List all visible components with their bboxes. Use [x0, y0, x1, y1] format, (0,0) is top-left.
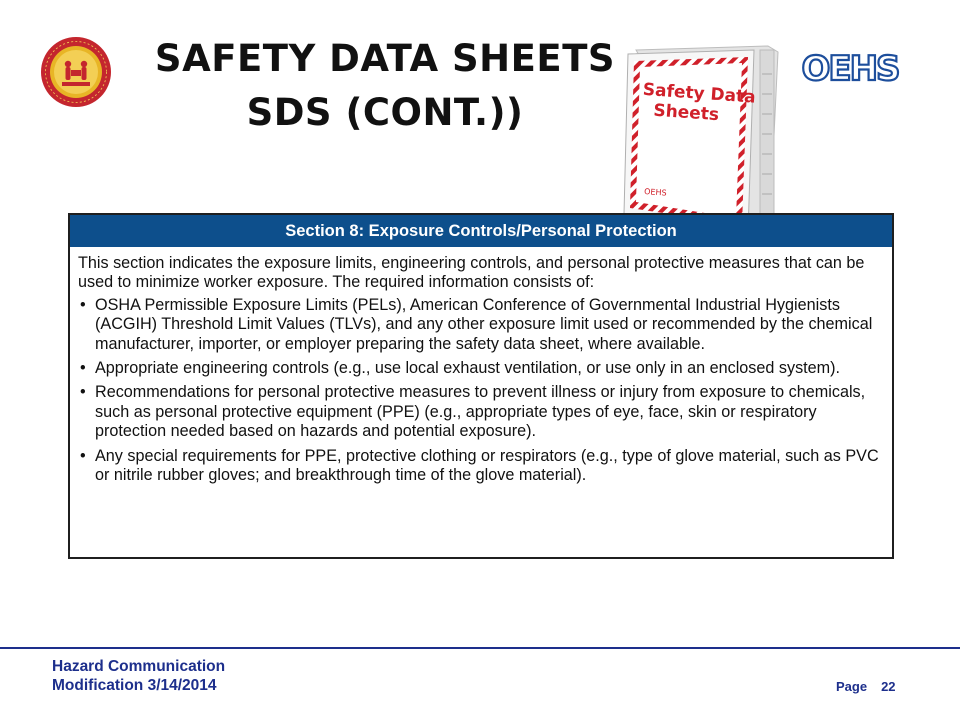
page-title — [130, 32, 640, 140]
oehs-logo — [800, 44, 900, 88]
sds-binder-image — [622, 44, 790, 234]
footer-divider — [0, 647, 960, 649]
title-line-1: SAFETY DATA SHEETS — [154, 37, 616, 80]
binder-oehs-mark: OEHS — [643, 187, 667, 198]
list-item: • OSHA Permissible Exposure Limits (PELs), American Conference of Governmental Industrial Hygienists (ACGIH) Threshold Limit Values (TLVs), and any other exposure limit used or recommended by the chemical manufacturer, importer, or employer preparing the safety data sheet, where available. — [78, 296, 882, 354]
footer-title: Hazard Communication — [52, 658, 226, 675]
binder-label-line-1: Safety Data — [642, 79, 757, 108]
page-number: 22 — [881, 679, 896, 694]
title-line-2: SDS (CONT.)) — [246, 91, 524, 134]
section-header: Section 8: Exposure Controls/Personal Protection — [70, 215, 892, 247]
lausd-seal-logo — [40, 36, 112, 108]
footer-info — [52, 657, 225, 695]
section-body — [70, 247, 892, 485]
footer-modification-date: Modification 3/14/2014 — [52, 677, 217, 694]
oehs-logo-text: OEHS — [801, 49, 899, 88]
list-item: • Recommendations for personal protective measures to prevent illness or injury from exposure to chemicals, such as personal protective equipment (PPE) (e.g., appropriate types of eye, face, skin or respiratory protection needed based on hazards and potential exposure). — [78, 383, 882, 441]
binder-label-line-2: Sheets — [652, 100, 720, 126]
list-item: • Any special requirements for PPE, protective clothing or respirators (e.g., type of glove material, such as PVC or nitrile rubber gloves; and breakthrough time of the glove material). — [78, 447, 882, 486]
section-intro: This section indicates the exposure limits, engineering controls, and personal protective measures that can be used to minimize worker exposure. The required information consists of: — [78, 254, 865, 292]
page-indicator — [836, 679, 896, 694]
list-item: • Appropriate engineering controls (e.g., use local exhaust ventilation, or use only in an enclosed system). — [78, 359, 882, 378]
requirements-list — [78, 296, 882, 486]
page-label: Page — [836, 679, 868, 694]
section-8-panel — [68, 213, 894, 559]
